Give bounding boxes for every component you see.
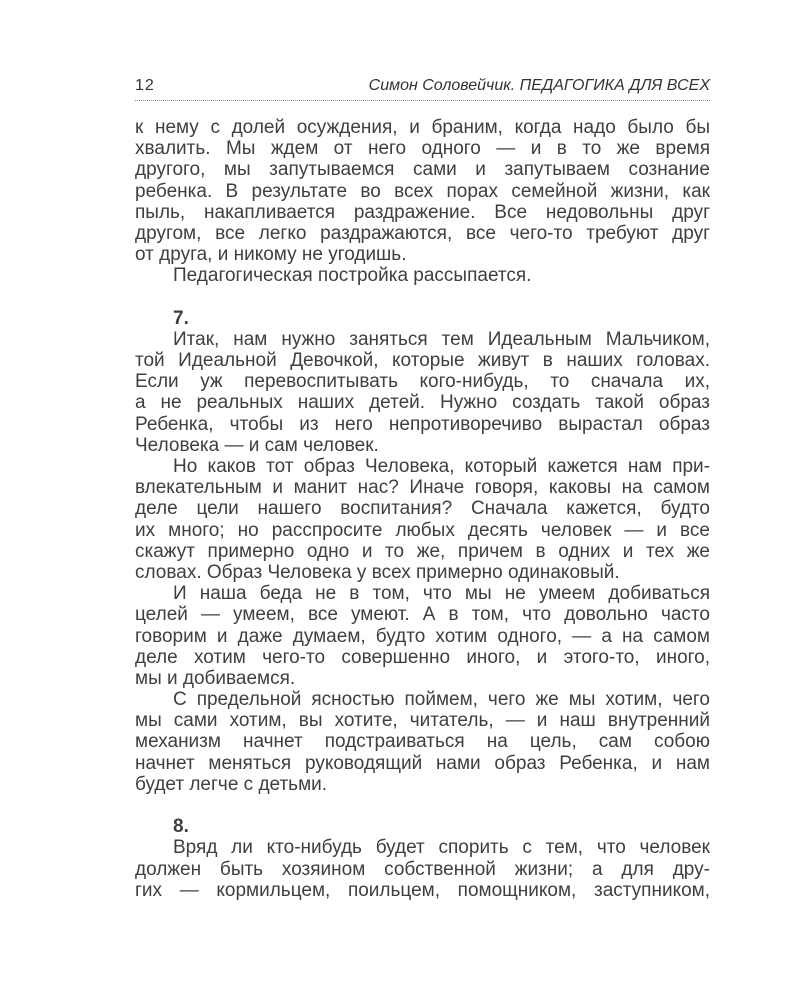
text-line: той Идеальной Девочкой, которые живут в наших головах.: [135, 350, 710, 372]
text-line: другого, мы запутываемся сами и запутываем сознание: [135, 159, 710, 181]
page-number: 12: [135, 77, 155, 94]
text-line: к нему с долей осуждения, и браним, когда надо было бы: [135, 117, 710, 138]
text-line: целей — умеем, все умеют. А в том, что довольно часто: [135, 604, 710, 626]
text-line: от друга, и никому не угодишь.: [135, 244, 407, 266]
running-header: [135, 77, 710, 99]
text-line: Если уж перевоспитывать кого-нибудь, то сначала их,: [135, 371, 710, 393]
text-line: И наша беда не в том, что мы не умеем добиваться: [173, 583, 710, 605]
running-title: Симон Соловейчик. ПЕДАГОГИКА ДЛЯ ВСЕХ: [368, 77, 710, 94]
section-number: 7.: [173, 307, 189, 329]
blank-line: [135, 287, 710, 308]
text-line: словах. Образ Человека у всех примерно одинаковый.: [135, 561, 620, 583]
text-line: другом, все легко раздражаются, все чего-то требуют друг: [135, 222, 710, 244]
text-line: мы сами хотим, вы хотите, читатель, — и наш внутренний: [135, 710, 710, 732]
text-line: деле цели нашего воспитания? Сначала кажется, будто: [135, 498, 710, 520]
text-line: С предельной ясностью поймем, чего же мы хотим, чего: [173, 689, 710, 711]
text-line: а не реальных наших детей. Нужно создать такой образ: [135, 392, 710, 414]
text-line: скажут примерно одно и то же, причем в одних и тех же: [135, 540, 710, 562]
text-line: Человека — и сам человек.: [135, 434, 379, 456]
blank-line: [135, 795, 710, 816]
text-line: деле хотим чего-то совершенно иного, и этого-то, иного,: [135, 646, 710, 668]
text-line: Вряд ли кто-нибудь будет спорить с тем, что человек: [173, 837, 710, 859]
page-body: [135, 117, 710, 901]
text-line: их много; но расспросите любых десять человек — и все: [135, 519, 710, 541]
text-line: Ребенка, чтобы из него непротиворечиво вырастал образ: [135, 413, 710, 435]
text-line: хвалить. Мы ждем от него одного — и в то же время: [135, 138, 710, 160]
section-number: 8.: [173, 816, 189, 838]
header-divider: [135, 100, 710, 101]
text-line: гих — кормильцем, поильцем, помощником, заступником,: [135, 879, 710, 901]
text-line: влекательным и манит нас? Иначе говоря, каковы на самом: [135, 477, 710, 499]
text-line: Но каков тот образ Человека, который кажется нам при-: [173, 456, 710, 477]
text-line: Педагогическая постройка рассыпается.: [173, 265, 532, 287]
text-line: Итак, нам нужно заняться тем Идеальным Мальчиком,: [173, 328, 710, 350]
text-line: говорим и даже думаем, будто хотим одного, — а на самом: [135, 625, 710, 647]
text-line: мы и добиваемся.: [135, 667, 296, 689]
text-line: будет легче с детьми.: [135, 773, 328, 795]
text-line: должен быть хозяином собственной жизни; а для дру-: [135, 858, 710, 880]
text-line: пыль, накапливается раздражение. Все недовольны друг: [135, 201, 710, 223]
text-line: начнет меняться руководящий нами образ Ребенка, и нам: [135, 752, 710, 774]
text-line: ребенка. В результате во всех порах семейной жизни, как: [135, 180, 710, 202]
text-line: механизм начнет подстраиваться на цель, сам собою: [135, 731, 710, 753]
